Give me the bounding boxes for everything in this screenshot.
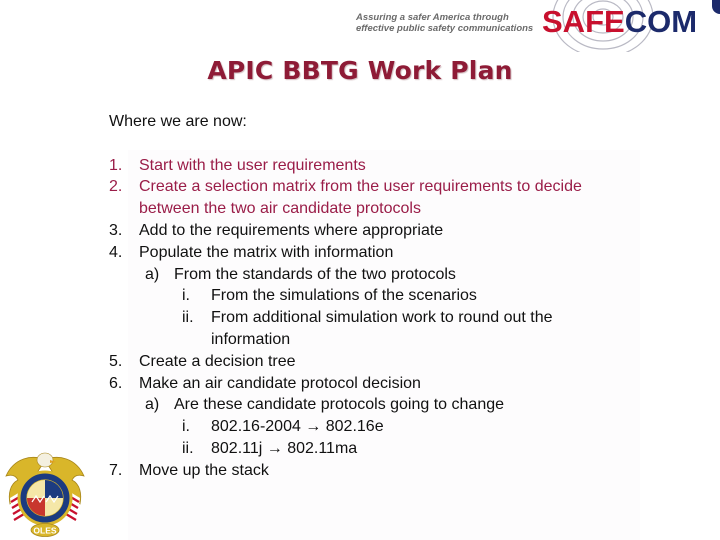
sub-sub-list-item (109, 438, 689, 460)
sub-list-item (109, 264, 689, 286)
list-item-text: Add to the requirements where appropriate (139, 221, 444, 239)
list-item-text: information (211, 330, 291, 348)
list-item-text: Make an air candidate protocol decision (139, 374, 421, 392)
list-item (109, 460, 689, 482)
list-item (109, 176, 689, 198)
sub-sub-list-item (109, 307, 689, 329)
list-marker: 3. (109, 221, 123, 239)
intro-text: Where we are now: (109, 113, 247, 130)
sub-sub-list-item (109, 416, 689, 438)
sub-sub-list-item (109, 285, 689, 307)
list-marker: 4. (109, 243, 123, 261)
list-marker: 1. (109, 156, 123, 174)
list-item-text: Create a decision tree (139, 352, 296, 370)
tagline-line-2: effective public safety communications (356, 22, 534, 34)
list-item (109, 220, 689, 242)
list-item-text: From additional simulation work to round out the (211, 309, 553, 327)
list-item-text: Start with the user requirements (139, 156, 366, 174)
list-item-text: From the simulations of the scenarios (211, 287, 477, 305)
safecom-tagline (356, 13, 533, 34)
logo-com-text: COM (624, 4, 698, 39)
tagline-line-1: Assuring a safer America through (356, 12, 509, 23)
list-item (109, 351, 689, 373)
list-item (109, 373, 689, 395)
list-item-text: Are these candidate protocols going to change (174, 396, 505, 414)
list-item-text: From the standards of the two protocols (174, 265, 456, 283)
list-marker: i. (182, 287, 190, 305)
logo-corner-accent (712, 0, 720, 14)
slide-title: APIC BBTG Work Plan (207, 56, 513, 85)
list-marker: ii. (182, 439, 194, 457)
safecom-header-logo (352, 0, 720, 48)
list-item-text: 802.16-2004 → 802.16e (211, 418, 384, 436)
list-marker: 2. (109, 178, 123, 196)
list-item-text: between the two air candidate protocols (139, 200, 421, 218)
list-item-text: Populate the matrix with information (139, 243, 394, 261)
list-item (109, 242, 689, 264)
list-item-continuation (109, 198, 689, 220)
sub-list-item (109, 394, 689, 416)
list-marker: a) (145, 265, 160, 283)
list-marker: 6. (109, 374, 123, 392)
seal-label: OLES (33, 525, 57, 536)
list-marker: 7. (109, 461, 123, 479)
list-marker: 5. (109, 352, 123, 370)
list-item-text: 802.11j → 802.11ma (211, 439, 358, 457)
list-marker: a) (145, 396, 160, 414)
list-item-text: Move up the stack (139, 461, 269, 479)
list-item-text: Create a selection matrix from the user requirements to decide (139, 178, 582, 196)
list-item (109, 155, 689, 177)
logo-safe-text: SAFE (542, 4, 625, 39)
eagle-seal-icon (2, 446, 88, 540)
list-item-continuation (109, 329, 689, 351)
list-marker: i. (182, 418, 190, 436)
list-marker: ii. (182, 309, 194, 327)
safecom-wordmark (542, 5, 697, 39)
slide-body (109, 111, 689, 482)
